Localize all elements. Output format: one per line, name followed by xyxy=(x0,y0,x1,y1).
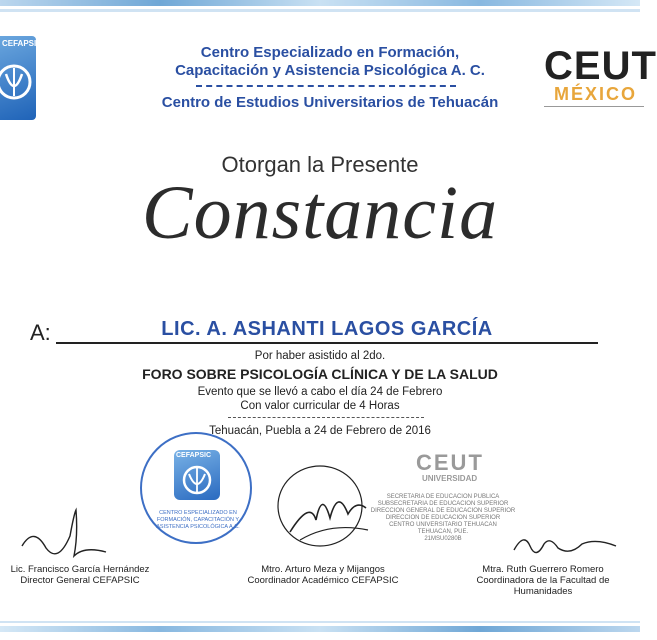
stamp-line: CENTRO UNIVERSITARIO TEHUACAN xyxy=(389,522,497,528)
stamp-line: SUBSECRETARIA DE EDUCACION SUPERIOR xyxy=(377,501,509,507)
signature-1 xyxy=(14,506,114,566)
certificate-title: Constancia xyxy=(141,171,499,255)
recipient-name: LIC. A. ASHANTI LAGOS GARCÍA xyxy=(161,318,493,340)
seal-emblem-icon xyxy=(174,450,220,500)
reason-text: Por haber asistido al 2do. xyxy=(254,350,386,362)
signatory-3-role: Coordinadora de la Facultad de Humanidades xyxy=(476,575,610,597)
top-decorative-band-thin xyxy=(0,9,640,12)
stamp-line: 21MSU0280B xyxy=(424,536,462,542)
signatory-3 xyxy=(446,564,640,597)
bottom-decorative-band xyxy=(0,626,640,632)
signatory-3-name: Mtra. Ruth Guerrero Romero xyxy=(482,564,604,575)
recipient-underline xyxy=(56,342,598,344)
stamp-line: DIRECCION DE EDUCACION SUPERIOR xyxy=(385,515,501,521)
signatory-2-name: Mtro. Arturo Meza y Mijangos xyxy=(261,564,385,575)
seal-emblem-text: CEFAPSIC xyxy=(176,452,212,459)
cefapsic-seal xyxy=(140,432,252,544)
stamp-sub-text: UNIVERSIDAD xyxy=(422,474,478,483)
seal-text: CENTRO ESPECIALIZADO EN FORMACIÓN, CAPACITACIÓN Y ASISTENCIA PSICOLÓGICA A.C. xyxy=(156,510,240,530)
header-divider xyxy=(196,85,456,87)
ceut-university-stamp xyxy=(416,452,536,483)
ceut-logo-underline xyxy=(544,106,644,107)
recipient-label: A: xyxy=(30,320,51,345)
stamp-line: TEHUACAN, PUE. xyxy=(417,529,469,535)
cefapsic-logo xyxy=(0,36,43,120)
event-date-text: Evento que se llevó a cabo el día 24 de Febrero xyxy=(197,386,443,398)
bottom-decorative-band-thin xyxy=(0,621,640,623)
signature-3 xyxy=(510,526,620,566)
ceut-logo-main: CEUT xyxy=(544,44,657,88)
ceut-logo-sub: MÉXICO xyxy=(554,84,638,104)
stamp-main-text: CEUT xyxy=(416,450,484,475)
signatory-1-name: Lic. Francisco García Hernández xyxy=(10,564,150,575)
top-decorative-band xyxy=(0,0,640,6)
signatory-2 xyxy=(228,564,418,586)
cefapsic-emblem-icon xyxy=(0,54,36,114)
signature-2 xyxy=(270,460,380,560)
signatory-1 xyxy=(0,564,160,586)
place-date-text: Tehuacán, Puebla a 24 de Febrero de 2016 xyxy=(209,425,431,437)
cefapsic-logo-text: CEFAPSIC xyxy=(2,39,43,48)
header-line-2: Capacitación y Asistencia Psicológica A. C. xyxy=(175,62,485,79)
curricular-value-text: Con valor curricular de 4 Horas xyxy=(240,400,400,412)
signatory-1-role: Director General CEFAPSIC xyxy=(20,575,140,586)
place-date-divider xyxy=(228,417,424,418)
header-line-3: Centro de Estudios Universitarios de Tehuacán xyxy=(161,94,499,111)
event-name: FORO SOBRE PSICOLOGÍA CLÍNICA Y DE LA SALUD xyxy=(142,366,498,382)
stamp-line: DIRECCION GENERAL DE EDUCACION SUPERIOR xyxy=(370,508,516,514)
seal-emblem xyxy=(174,450,220,500)
header-line-1: Centro Especializado en Formación, xyxy=(200,44,460,61)
stamp-line: SECRETARIA DE EDUCACION PUBLICA xyxy=(386,494,500,500)
intro-text: Otorgan la Presente xyxy=(221,152,419,177)
ceut-mexico-logo xyxy=(544,44,657,108)
signatory-2-role: Coordinador Académico CEFAPSIC xyxy=(247,575,399,586)
